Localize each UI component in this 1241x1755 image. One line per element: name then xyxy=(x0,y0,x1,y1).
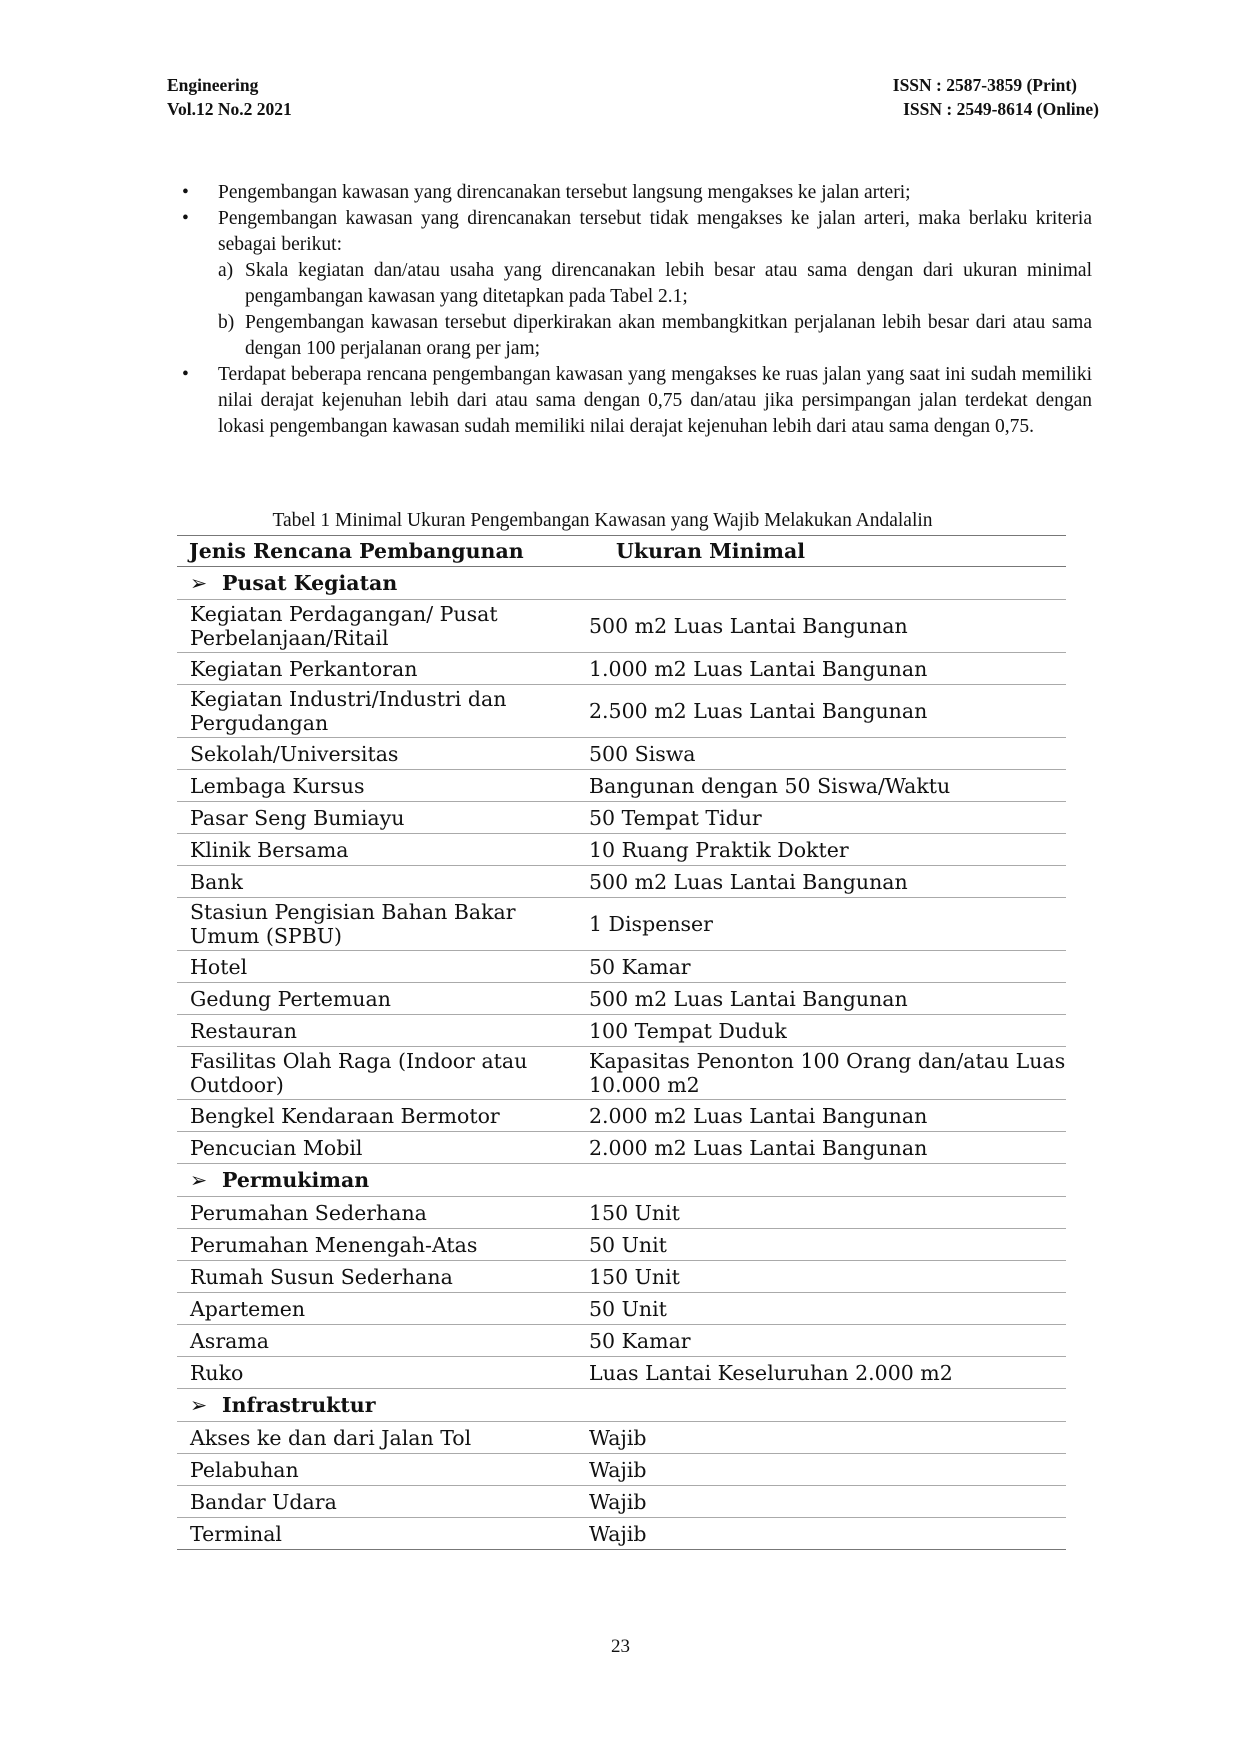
development-type-cell: Kegiatan Perdagangan/ Pusat Perbelanjaan/Ritail xyxy=(177,600,576,653)
development-type-cell: Bandar Udara xyxy=(177,1486,576,1518)
body-text xyxy=(182,180,1092,440)
table-row xyxy=(177,653,1066,685)
table-row xyxy=(177,1047,1066,1100)
table-row xyxy=(177,770,1066,802)
minimum-size-cell: 500 m2 Luas Lantai Bangunan xyxy=(576,866,1066,898)
sub-item-b-text: Pengembangan kawasan tersebut diperkirakan akan membangkitkan perjalanan lebih besar dari atau sama dengan 100 perjalanan orang per jam; xyxy=(245,312,1092,359)
development-type-cell: Akses ke dan dari Jalan Tol xyxy=(177,1422,576,1454)
table-row xyxy=(177,1486,1066,1518)
development-type-cell: Perumahan Sederhana xyxy=(177,1197,576,1229)
table-row xyxy=(177,1518,1066,1550)
minimum-size-cell: Wajib xyxy=(576,1518,1066,1550)
arrow-bullet-icon: ➢ xyxy=(190,571,208,595)
minimum-size-cell: 500 m2 Luas Lantai Bangunan xyxy=(576,983,1066,1015)
table-row xyxy=(177,802,1066,834)
table-section-row xyxy=(177,1164,1066,1197)
table-row xyxy=(177,1422,1066,1454)
journal-name: Engineering xyxy=(167,75,259,95)
bullet-2: • Pengembangan kawasan yang direncanakan tersebut tidak mengakses ke jalan arteri, maka berlaku kriteria sebagai berikut: xyxy=(182,206,1092,258)
development-type-cell: Hotel xyxy=(177,951,576,983)
development-type-cell: Gedung Pertemuan xyxy=(177,983,576,1015)
minimum-size-cell: Bangunan dengan 50 Siswa/Waktu xyxy=(576,770,1066,802)
table-caption-text: Tabel 1 Minimal Ukuran Pengembangan Kawasan yang Wajib Melakukan Andalalin xyxy=(272,510,933,531)
table-row xyxy=(177,738,1066,770)
table-row xyxy=(177,600,1066,653)
sub-item-b xyxy=(182,310,1092,362)
minimum-size-cell: 2.000 m2 Luas Lantai Bangunan xyxy=(576,1132,1066,1164)
table-row xyxy=(177,1261,1066,1293)
table-row xyxy=(177,1100,1066,1132)
development-type-cell: Asrama xyxy=(177,1325,576,1357)
arrow-bullet-icon: ➢ xyxy=(190,1393,208,1417)
sub-item-b-label: b) xyxy=(218,312,235,333)
development-type-cell: Pasar Seng Bumiayu xyxy=(177,802,576,834)
development-type-cell: Pencucian Mobil xyxy=(177,1132,576,1164)
section-title-cell xyxy=(177,567,576,600)
table-row xyxy=(177,898,1066,951)
column-header-size: Ukuran Minimal xyxy=(576,536,1066,567)
table-section-row xyxy=(177,1389,1066,1422)
table-caption xyxy=(0,509,1241,533)
issn-print: ISSN : 2587-3859 (Print) xyxy=(892,75,1077,95)
development-type-cell: Stasiun Pengisian Bahan Bakar Umum (SPBU) xyxy=(177,898,576,951)
minimum-size-cell: Wajib xyxy=(576,1454,1066,1486)
development-type-cell: Ruko xyxy=(177,1357,576,1389)
section-title: Permukiman xyxy=(222,1168,370,1192)
minimum-size-cell: 500 m2 Luas Lantai Bangunan xyxy=(576,600,1066,653)
development-type-cell: Klinik Bersama xyxy=(177,834,576,866)
page-number: 23 xyxy=(611,1636,630,1657)
arrow-bullet-icon: ➢ xyxy=(190,1168,208,1192)
minimum-size-cell: 500 Siswa xyxy=(576,738,1066,770)
sub-item-a-text: Skala kegiatan dan/atau usaha yang direncanakan lebih besar atau sama dengan dari ukuran minimal pengambangan kawasan yang ditetapkan pada Tabel 2.1; xyxy=(245,260,1092,307)
minimum-size-cell: 10 Ruang Praktik Dokter xyxy=(576,834,1066,866)
section-title: Infrastruktur xyxy=(222,1393,376,1417)
section-empty-cell xyxy=(576,1164,1066,1197)
table-row xyxy=(177,1357,1066,1389)
development-type-cell: Kegiatan Perkantoran xyxy=(177,653,576,685)
development-type-cell: Apartemen xyxy=(177,1293,576,1325)
table-row xyxy=(177,834,1066,866)
table-row xyxy=(177,1229,1066,1261)
minimum-size-cell: 1 Dispenser xyxy=(576,898,1066,951)
minimum-size-cell: 150 Unit xyxy=(576,1197,1066,1229)
section-title-cell xyxy=(177,1164,576,1197)
development-type-cell: Perumahan Menengah-Atas xyxy=(177,1229,576,1261)
column-header-type: Jenis Rencana Pembangunan xyxy=(177,536,576,567)
journal-header xyxy=(167,73,292,121)
table-row xyxy=(177,951,1066,983)
minimum-size-cell: Kapasitas Penonton 100 Orang dan/atau Luas 10.000 m2 xyxy=(576,1047,1066,1100)
minimum-size-cell: 50 Tempat Tidur xyxy=(576,802,1066,834)
journal-volume: Vol.12 No.2 2021 xyxy=(167,99,292,119)
table-row xyxy=(177,866,1066,898)
development-type-cell: Terminal xyxy=(177,1518,576,1550)
minimum-size-cell: 2.000 m2 Luas Lantai Bangunan xyxy=(576,1100,1066,1132)
minimum-size-cell: Wajib xyxy=(576,1486,1066,1518)
table-row xyxy=(177,983,1066,1015)
sub-item-a xyxy=(182,258,1092,310)
sub-item-a-label: a) xyxy=(218,260,234,281)
minimum-size-cell: 50 Unit xyxy=(576,1293,1066,1325)
development-type-cell: Rumah Susun Sederhana xyxy=(177,1261,576,1293)
minimum-size-cell: 1.000 m2 Luas Lantai Bangunan xyxy=(576,653,1066,685)
table-row xyxy=(177,1293,1066,1325)
issn-online: ISSN : 2549-8614 (Online) xyxy=(903,99,1099,119)
section-title-cell xyxy=(177,1389,576,1422)
minimum-size-cell: Luas Lantai Keseluruhan 2.000 m2 xyxy=(576,1357,1066,1389)
development-type-cell: Kegiatan Industri/Industri dan Pergudangan xyxy=(177,685,576,738)
issn-header xyxy=(893,73,1099,121)
table-row xyxy=(177,1015,1066,1047)
bullet-3: • Terdapat beberapa rencana pengembangan kawasan yang mengakses ke ruas jalan yang saat ini sudah memiliki nilai derajat kejenuhan lebih dari atau sama dengan 0,75 dan/atau jika persimpangan jalan terdekat dengan lokasi pengembangan kawasan sudah memiliki nilai derajat kejenuhan lebih dari atau sama dengan 0,75. xyxy=(182,362,1092,440)
table-section-row xyxy=(177,567,1066,600)
section-empty-cell xyxy=(576,1389,1066,1422)
table-row xyxy=(177,1454,1066,1486)
table-row xyxy=(177,1325,1066,1357)
development-type-cell: Sekolah/Universitas xyxy=(177,738,576,770)
section-empty-cell xyxy=(576,567,1066,600)
section-title: Pusat Kegiatan xyxy=(222,571,398,595)
development-type-cell: Lembaga Kursus xyxy=(177,770,576,802)
minimum-size-cell: 50 Kamar xyxy=(576,1325,1066,1357)
minimum-size-cell: 150 Unit xyxy=(576,1261,1066,1293)
minimum-size-cell: 50 Unit xyxy=(576,1229,1066,1261)
table-header-row xyxy=(177,536,1066,567)
development-type-cell: Pelabuhan xyxy=(177,1454,576,1486)
minimum-size-cell: 50 Kamar xyxy=(576,951,1066,983)
minimum-size-cell: Wajib xyxy=(576,1422,1066,1454)
development-type-cell: Bengkel Kendaraan Bermotor xyxy=(177,1100,576,1132)
table-row xyxy=(177,1197,1066,1229)
minimum-size-cell: 100 Tempat Duduk xyxy=(576,1015,1066,1047)
development-size-table xyxy=(177,535,1066,1550)
table-row xyxy=(177,1132,1066,1164)
table-body xyxy=(177,567,1066,1550)
development-type-cell: Fasilitas Olah Raga (Indoor atau Outdoor) xyxy=(177,1047,576,1100)
development-type-cell: Bank xyxy=(177,866,576,898)
minimum-size-cell: 2.500 m2 Luas Lantai Bangunan xyxy=(576,685,1066,738)
bullet-1: • Pengembangan kawasan yang direncanakan tersebut langsung mengakses ke jalan arteri; xyxy=(182,180,1092,206)
development-type-cell: Restauran xyxy=(177,1015,576,1047)
table-row xyxy=(177,685,1066,738)
